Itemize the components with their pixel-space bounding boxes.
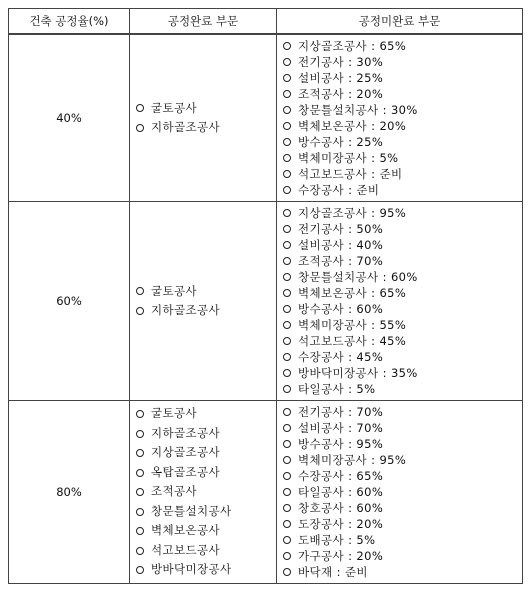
circle-bullet-icon <box>136 307 144 315</box>
completed-cell-list <box>136 99 276 138</box>
completed-cell-list <box>136 404 276 580</box>
incomplete-item-label: 수장공사 : 65% <box>298 469 384 483</box>
circle-bullet-icon <box>283 273 291 281</box>
incomplete-item-label: 벽체미장공사 : 55% <box>298 318 407 332</box>
circle-bullet-icon <box>136 508 144 516</box>
incomplete-item-label: 전기공사 : 30% <box>298 55 384 69</box>
incomplete-item-label: 석고보드공사 : 준비 <box>298 167 403 181</box>
completed-item <box>136 282 276 302</box>
completed-item-label: 굴토공사 <box>151 283 198 298</box>
completed-item-label: 지하골조공사 <box>151 425 221 440</box>
incomplete-item <box>283 118 522 134</box>
incomplete-item-label: 타일공사 : 5% <box>298 382 376 396</box>
header-completed: 공정완료 부문 <box>130 9 277 35</box>
circle-bullet-icon <box>283 408 291 416</box>
incomplete-item <box>283 468 522 484</box>
circle-bullet-icon <box>283 504 291 512</box>
circle-bullet-icon <box>283 58 291 66</box>
circle-bullet-icon <box>283 122 291 130</box>
completed-item-label: 창문틀설치공사 <box>151 503 232 518</box>
incomplete-item <box>283 237 522 253</box>
circle-bullet-icon <box>283 321 291 329</box>
table-row <box>9 34 523 202</box>
incomplete-item-label: 벽체보온공사 : 65% <box>298 286 407 300</box>
incomplete-item <box>283 182 522 198</box>
incomplete-item-label: 타일공사 : 60% <box>298 485 384 499</box>
incomplete-cell-list <box>283 205 522 397</box>
circle-bullet-icon <box>283 241 291 249</box>
circle-bullet-icon <box>136 410 144 418</box>
incomplete-item <box>283 166 522 182</box>
incomplete-item <box>283 269 522 285</box>
circle-bullet-icon <box>283 520 291 528</box>
incomplete-cell <box>277 202 523 401</box>
completed-item-label: 조적공사 <box>151 484 198 499</box>
incomplete-item-label: 설비공사 : 25% <box>298 71 384 85</box>
incomplete-item-label: 방수공사 : 25% <box>298 135 384 149</box>
completed-item <box>136 541 276 561</box>
rate-cell: 40% <box>9 34 130 202</box>
circle-bullet-icon <box>283 138 291 146</box>
completed-item <box>136 424 276 444</box>
circle-bullet-icon <box>283 289 291 297</box>
incomplete-item-label: 수장공사 : 45% <box>298 350 384 364</box>
rate-cell: 80% <box>9 401 130 584</box>
completed-item-label: 방바닥미장공사 <box>151 562 232 577</box>
circle-bullet-icon <box>283 305 291 313</box>
incomplete-item-label: 방바닥미장공사 : 35% <box>298 366 418 380</box>
incomplete-item <box>283 564 522 580</box>
incomplete-item-label: 벽체미장공사 : 5% <box>298 151 399 165</box>
incomplete-item-label: 창문틀설치공사 : 30% <box>298 103 418 117</box>
circle-bullet-icon <box>136 104 144 112</box>
incomplete-item <box>283 365 522 381</box>
incomplete-item <box>283 548 522 564</box>
incomplete-item-label: 벽체미장공사 : 95% <box>298 453 407 467</box>
incomplete-item-label: 방수공사 : 95% <box>298 437 384 451</box>
incomplete-item <box>283 285 522 301</box>
circle-bullet-icon <box>136 566 144 574</box>
completed-item-label: 벽체보온공사 <box>151 523 221 538</box>
completed-item-label: 지하골조공사 <box>151 120 221 134</box>
completed-item-label: 지하골조공사 <box>151 303 221 317</box>
completed-item <box>136 463 276 483</box>
completed-item-label: 지상골조공사 <box>151 445 221 460</box>
rate-cell: 60% <box>9 202 130 401</box>
incomplete-item <box>283 420 522 436</box>
circle-bullet-icon <box>136 527 144 535</box>
circle-bullet-icon <box>283 209 291 217</box>
incomplete-cell <box>277 34 523 202</box>
circle-bullet-icon <box>136 124 144 132</box>
incomplete-item <box>283 404 522 420</box>
incomplete-item-label: 설비공사 : 70% <box>298 421 384 435</box>
circle-bullet-icon <box>136 430 144 438</box>
construction-progress-table <box>8 8 523 584</box>
circle-bullet-icon <box>283 106 291 114</box>
circle-bullet-icon <box>283 257 291 265</box>
circle-bullet-icon <box>283 440 291 448</box>
completed-cell <box>130 202 277 401</box>
circle-bullet-icon <box>283 90 291 98</box>
circle-bullet-icon <box>136 488 144 496</box>
circle-bullet-icon <box>283 568 291 576</box>
incomplete-item-label: 도장공사 : 20% <box>298 517 384 531</box>
incomplete-item <box>283 150 522 166</box>
circle-bullet-icon <box>283 170 291 178</box>
circle-bullet-icon <box>283 536 291 544</box>
circle-bullet-icon <box>283 74 291 82</box>
incomplete-item <box>283 70 522 86</box>
table-row <box>9 202 523 401</box>
table-body <box>9 34 523 584</box>
completed-cell <box>130 401 277 584</box>
completed-item-label: 굴토공사 <box>151 100 198 115</box>
completed-item-label: 석고보드공사 <box>151 542 221 557</box>
circle-bullet-icon <box>283 472 291 480</box>
incomplete-item <box>283 134 522 150</box>
circle-bullet-icon <box>283 456 291 464</box>
circle-bullet-icon <box>136 469 144 477</box>
circle-bullet-icon <box>283 369 291 377</box>
incomplete-item-label: 바닥재 : 준비 <box>298 565 368 579</box>
incomplete-item <box>283 484 522 500</box>
incomplete-item <box>283 86 522 102</box>
header-rate: 건축 공정율(%) <box>9 9 130 35</box>
incomplete-item-label: 설비공사 : 40% <box>298 238 384 252</box>
circle-bullet-icon <box>283 424 291 432</box>
incomplete-item <box>283 102 522 118</box>
incomplete-item <box>283 381 522 397</box>
circle-bullet-icon <box>283 385 291 393</box>
incomplete-item <box>283 205 522 221</box>
table-header <box>9 9 523 35</box>
completed-item <box>136 560 276 580</box>
circle-bullet-icon <box>283 337 291 345</box>
table-row <box>9 401 523 584</box>
header-incomplete: 공정미완료 부문 <box>277 9 523 35</box>
completed-item-label: 굴토공사 <box>151 406 198 421</box>
incomplete-item <box>283 253 522 269</box>
incomplete-item <box>283 54 522 70</box>
incomplete-item <box>283 38 522 54</box>
incomplete-item-label: 지상골조공사 : 95% <box>298 206 407 220</box>
incomplete-item-label: 방수공사 : 60% <box>298 302 384 316</box>
incomplete-item <box>283 317 522 333</box>
incomplete-item-label: 석고보드공사 : 45% <box>298 334 407 348</box>
circle-bullet-icon <box>283 353 291 361</box>
incomplete-item <box>283 516 522 532</box>
completed-item <box>136 99 276 119</box>
incomplete-item-label: 수장공사 : 준비 <box>298 183 380 197</box>
circle-bullet-icon <box>283 488 291 496</box>
incomplete-item <box>283 532 522 548</box>
circle-bullet-icon <box>136 547 144 555</box>
incomplete-item <box>283 452 522 468</box>
circle-bullet-icon <box>136 287 144 295</box>
incomplete-item <box>283 301 522 317</box>
completed-cell <box>130 34 277 202</box>
incomplete-item-label: 가구공사 : 20% <box>298 549 384 563</box>
circle-bullet-icon <box>283 186 291 194</box>
completed-item <box>136 521 276 541</box>
incomplete-item-label: 조적공사 : 20% <box>298 87 384 101</box>
incomplete-item-label: 조적공사 : 70% <box>298 254 384 268</box>
incomplete-item-label: 창호공사 : 60% <box>298 501 384 515</box>
completed-item <box>136 301 276 321</box>
incomplete-cell-list <box>283 38 522 198</box>
circle-bullet-icon <box>283 225 291 233</box>
completed-item <box>136 118 276 138</box>
completed-item-label: 옥탑골조공사 <box>151 464 221 479</box>
header-row <box>9 9 523 35</box>
completed-item <box>136 482 276 502</box>
incomplete-item-label: 도배공사 : 5% <box>298 533 376 547</box>
incomplete-item-label: 창문틀설치공사 : 60% <box>298 270 418 284</box>
circle-bullet-icon <box>283 42 291 50</box>
circle-bullet-icon <box>283 552 291 560</box>
incomplete-cell-list <box>283 404 522 580</box>
circle-bullet-icon <box>283 154 291 162</box>
incomplete-item-label: 지상골조공사 : 65% <box>298 39 407 53</box>
incomplete-item <box>283 500 522 516</box>
incomplete-item-label: 전기공사 : 70% <box>298 405 384 419</box>
incomplete-item <box>283 221 522 237</box>
completed-item <box>136 404 276 424</box>
incomplete-item-label: 벽체보온공사 : 20% <box>298 119 407 133</box>
incomplete-cell <box>277 401 523 584</box>
completed-item <box>136 443 276 463</box>
completed-item <box>136 502 276 522</box>
circle-bullet-icon <box>136 449 144 457</box>
completed-cell-list <box>136 282 276 321</box>
construction-progress-table-wrapper <box>8 8 523 584</box>
incomplete-item <box>283 349 522 365</box>
incomplete-item <box>283 333 522 349</box>
incomplete-item-label: 전기공사 : 50% <box>298 222 384 236</box>
incomplete-item <box>283 436 522 452</box>
